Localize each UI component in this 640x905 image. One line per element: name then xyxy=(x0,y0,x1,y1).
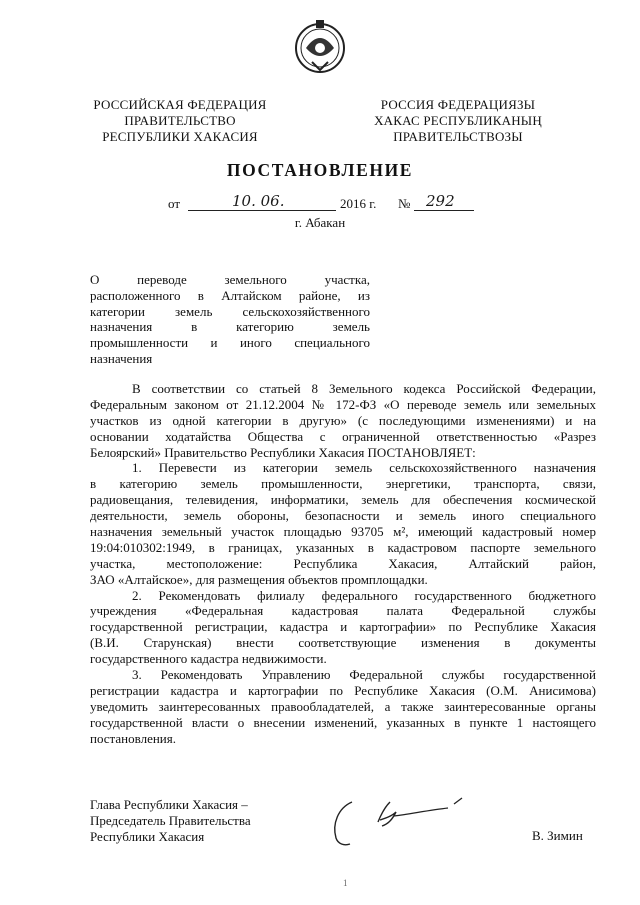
header-left-line-3: РЕСПУБЛИКИ ХАКАСИЯ xyxy=(102,129,258,144)
header-left-line-1: РОССИЙСКАЯ ФЕДЕРАЦИЯ xyxy=(93,97,267,112)
body-line: (В.И. Старунская) внести соответствующие изменения в документы xyxy=(90,635,596,651)
body-line: ЗАО «Алтайское», для размещения объектов промплощадки. xyxy=(90,571,428,587)
subject-line: промышленности и иного специального xyxy=(90,335,370,351)
body-line: 19:04:010302:1949, в границах, указанных в кадастровом паспорте земельного xyxy=(90,539,596,555)
header-left xyxy=(90,97,270,145)
body-line: Федеральным законом от 21.12.2004 № 172-ФЗ «О переводе земель или земельных xyxy=(90,396,596,412)
body-line: деятельности, земель обороны, безопасности и земель иного специального xyxy=(90,508,596,524)
date-day-month: 10. 06. xyxy=(232,192,285,210)
body-line: участка, местоположение: Республика Хакасия, Алтайский район, xyxy=(90,555,596,571)
resolution-body xyxy=(90,381,596,746)
subject-line: категории земель сельскохозяйственного xyxy=(90,303,370,319)
body-line: 3. Рекомендовать Управлению Федеральной службы государственной xyxy=(132,667,596,683)
footer-mark: 1 xyxy=(343,878,348,888)
date-year: 2016 г. xyxy=(340,196,377,211)
body-line: радиовещания, телевидения, информатики, земель для обеспечения космической xyxy=(90,492,596,508)
body-line: государственной власти о внесении изменений, указанных в пункте 1 настоящего xyxy=(90,714,596,730)
body-line: основании ходатайства Общества с ограниченной ответственностью «Разрез xyxy=(90,428,596,444)
body-line: участков из одной категории в другую» (с последующими изменениями) и на xyxy=(90,412,596,428)
body-line: В соответствии со статьей 8 Земельного кодекса Российской Федерации, xyxy=(132,381,596,396)
body-line: регистрации кадастра и картографии по Республике Хакасия (О.М. Анисимова) xyxy=(90,682,596,698)
body-line: государственной регистрации, кадастра и картографии» по Республике Хакасия xyxy=(90,619,596,635)
document-title: ПОСТАНОВЛЕНИЕ xyxy=(226,160,414,180)
header-left-line-2: ПРАВИТЕЛЬСТВО xyxy=(124,113,236,128)
signatory-line: Председатель Правительства xyxy=(90,812,251,828)
subject-line: назначения xyxy=(90,350,153,366)
number-label: № xyxy=(398,196,411,211)
body-line: учреждения «Федеральная кадастровая палата Федеральной службы xyxy=(90,603,596,619)
handwritten-signature xyxy=(320,794,470,854)
city-label: г. Абакан xyxy=(294,215,346,230)
body-line: государственного кадастра недвижимости. xyxy=(90,651,327,667)
subject-block xyxy=(90,272,370,367)
body-line: Белоярский» Правительство Республики Хакасия ПОСТАНОВЛЯЕТ: xyxy=(90,444,476,460)
signatory-line: Республики Хакасия xyxy=(90,828,205,844)
body-line: 2. Рекомендовать филиалу федерального государственного бюджетного xyxy=(132,587,596,603)
body-line: 1. Перевести из категории земель сельскохозяйственного назначения xyxy=(132,460,596,476)
body-line: в категорию земель промышленности, энергетики, транспорта, связи, xyxy=(90,476,596,492)
signatory-name: В. Зимин xyxy=(532,828,583,843)
body-line: постановления. xyxy=(90,730,176,746)
header-right-line-2: ХАКАС РЕСПУБЛИКАНЫҢ xyxy=(374,113,542,128)
header-right-line-3: ПРАВИТЕЛЬСТВОЗЫ xyxy=(393,129,523,144)
signatory-position xyxy=(90,797,251,844)
body-line: уведомить заинтересованных правообладателей, а также заинтересованные органы xyxy=(90,698,596,714)
subject-line: расположенного в Алтайском районе, из xyxy=(90,287,370,303)
header-right xyxy=(368,97,548,145)
subject-line: назначения в категорию земель xyxy=(90,319,370,335)
date-line xyxy=(168,192,488,216)
header-right-line-1: РОССИЯ ФЕДЕРАЦИЯЗЫ xyxy=(380,97,536,112)
signatory-line: Глава Республики Хакасия – xyxy=(90,797,248,812)
subject-line: О переводе земельного участка, xyxy=(90,272,370,287)
date-prefix: от xyxy=(168,196,181,211)
document-number: 292 xyxy=(426,192,455,210)
body-line: назначения земельный участок площадью 93705 м², имеющий кадастровый номер xyxy=(90,524,596,540)
coat-of-arms-emblem xyxy=(292,18,348,76)
